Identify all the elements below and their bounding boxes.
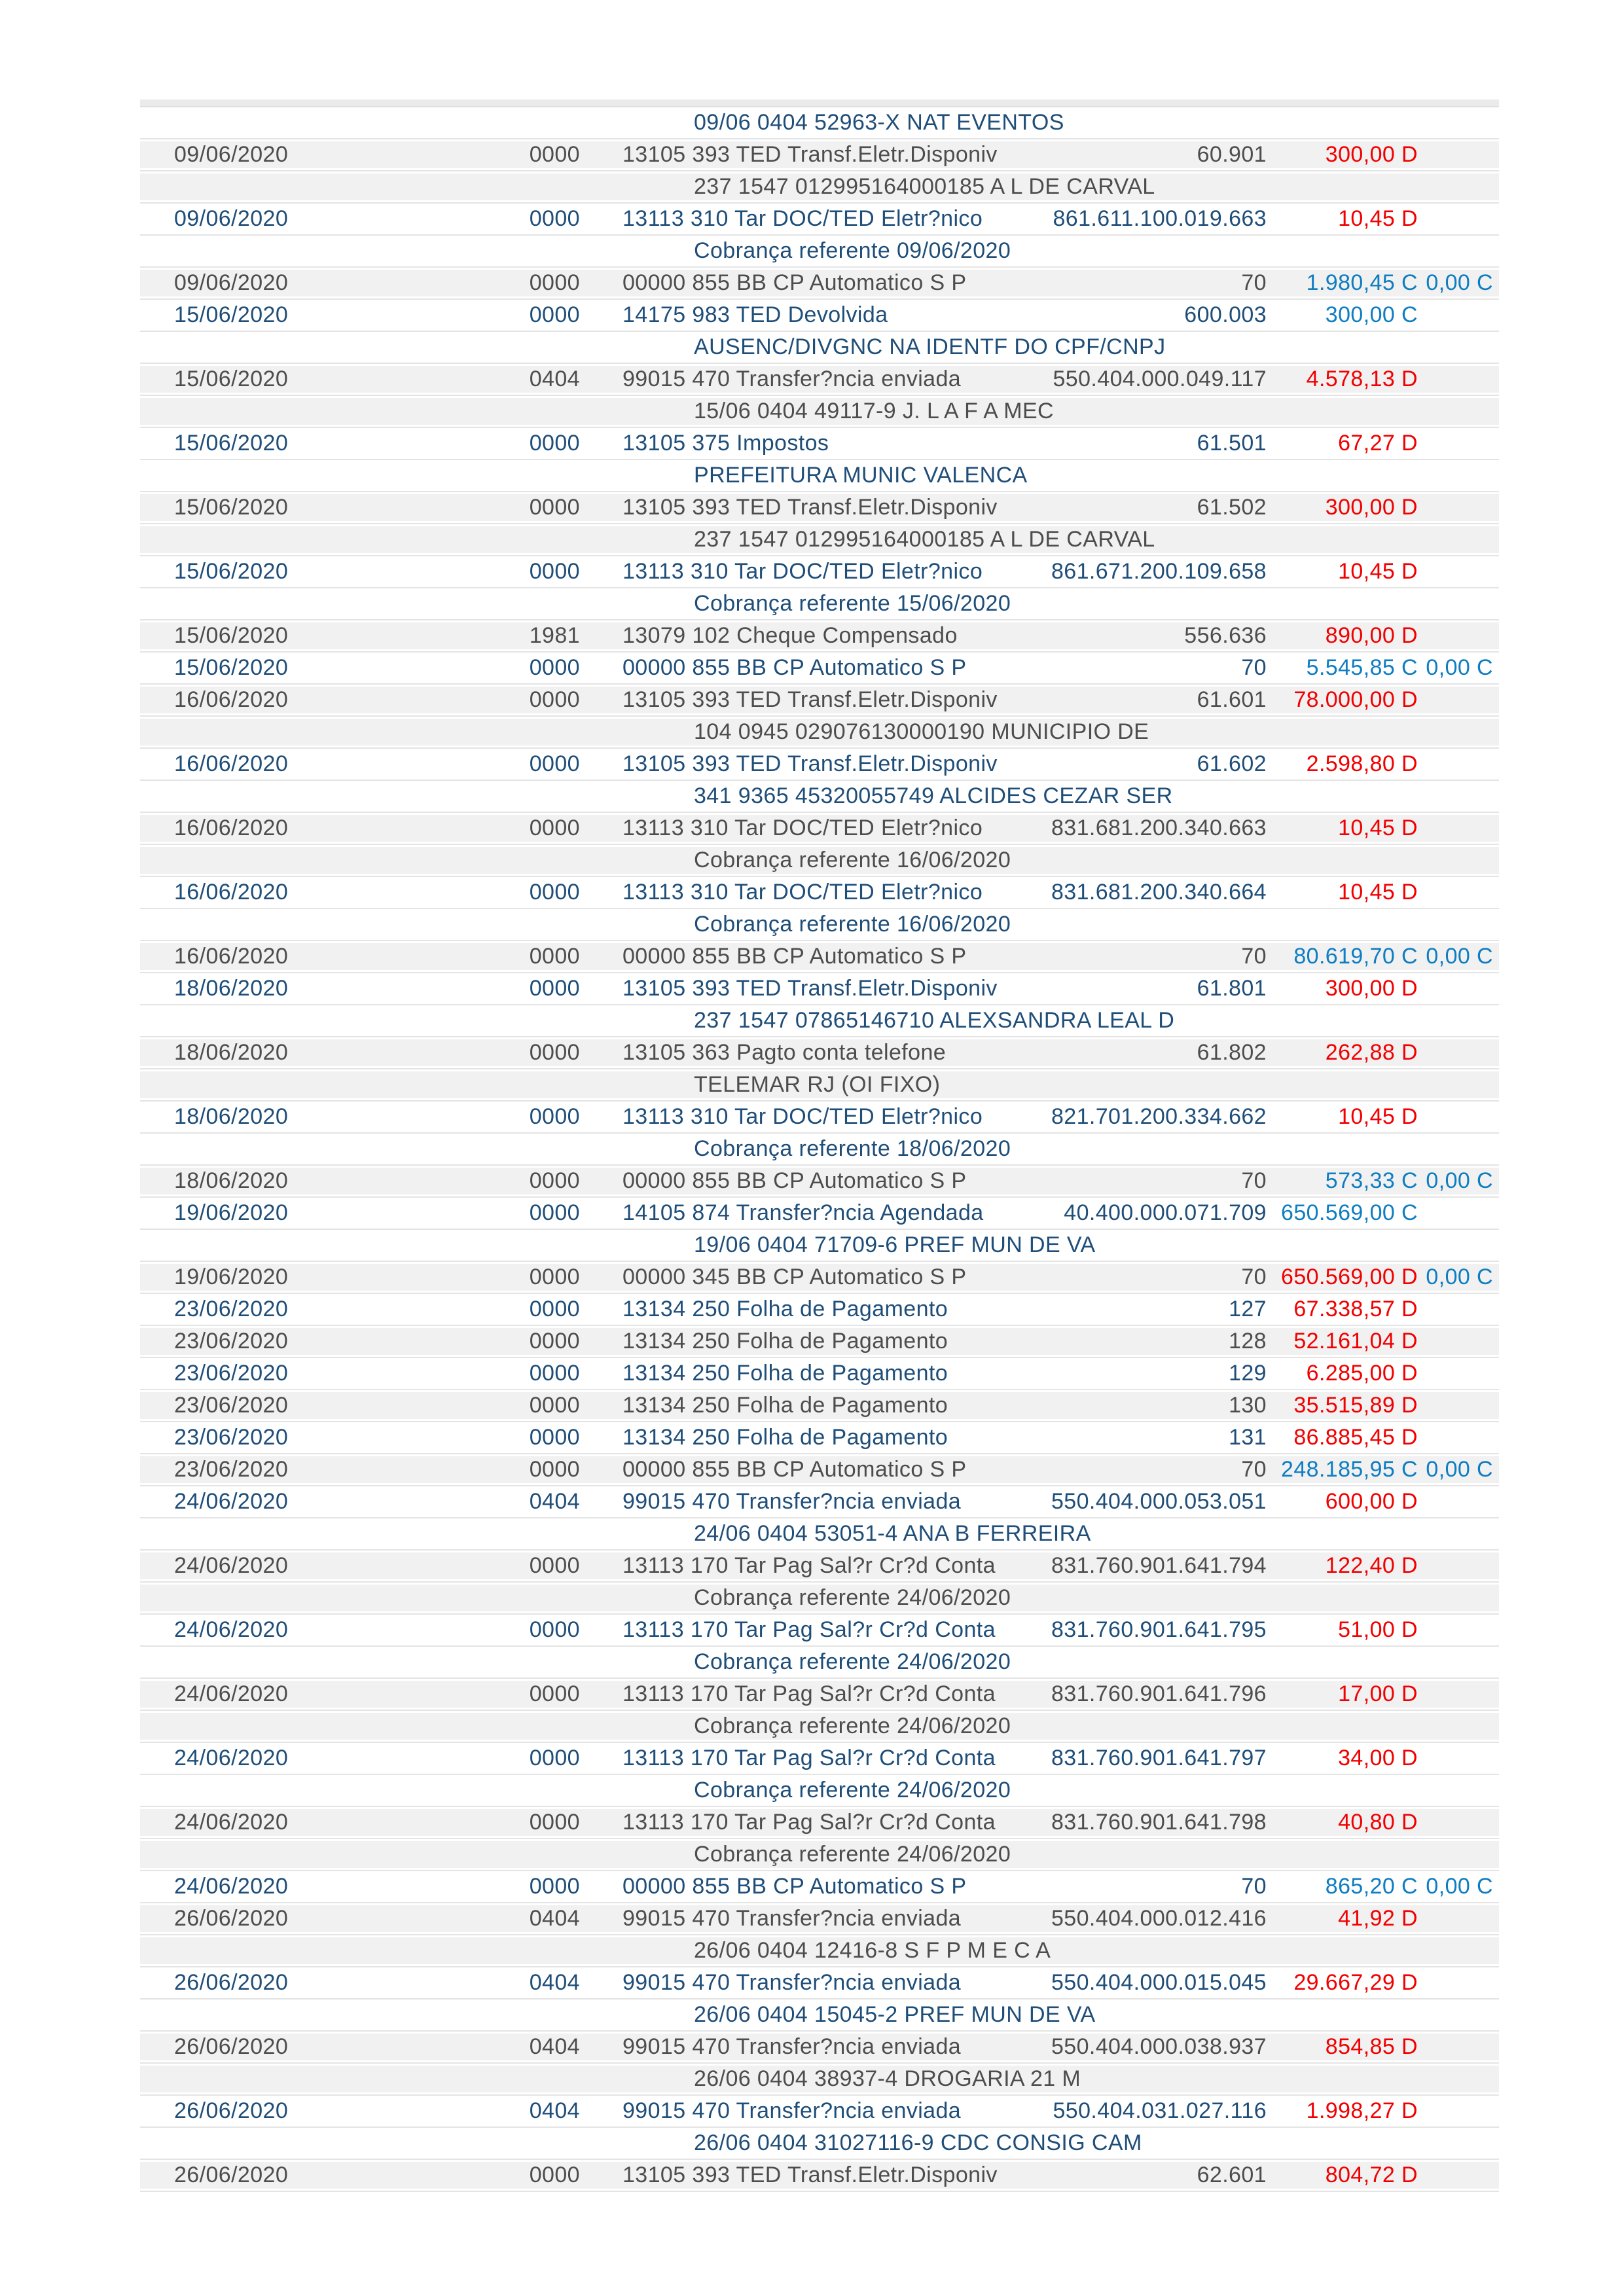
cell-date: 24/06/2020 <box>174 1746 289 1770</box>
cell-history: 13113 170 Tar Pag Sal?r Cr?d Conta <box>623 1746 996 1770</box>
detail-text: 19/06 0404 71709-6 PREF MUN DE VA <box>694 1232 1096 1257</box>
table-row <box>140 1743 1499 1775</box>
cell-history: 13079 102 Cheque Compensado <box>623 623 958 648</box>
cell-date: 23/06/2020 <box>174 1329 289 1354</box>
table-row <box>140 1294 1499 1326</box>
cell-document: 70 <box>1241 1265 1267 1289</box>
cell-document: 130 <box>1229 1393 1267 1418</box>
cell-branch: 0000 <box>529 1265 580 1289</box>
cell-value: 248.185,95 C <box>1281 1457 1418 1482</box>
cell-date: 15/06/2020 <box>174 431 289 456</box>
cell-value: 5.545,85 C <box>1306 655 1418 680</box>
cell-branch: 0000 <box>529 1681 580 1706</box>
table-row <box>140 941 1499 973</box>
cell-date: 18/06/2020 <box>174 1104 289 1129</box>
cell-branch: 0000 <box>529 431 580 456</box>
cell-branch: 0000 <box>529 655 580 680</box>
cell-branch: 0000 <box>529 270 580 295</box>
cell-document: 821.701.200.334.662 <box>1051 1104 1267 1129</box>
cell-document: 61.801 <box>1197 976 1267 1001</box>
cell-value: 10,45 D <box>1338 559 1418 584</box>
cell-branch: 0000 <box>529 206 580 231</box>
cell-balance: 0,00 C <box>1426 1168 1493 1193</box>
table-detail-row <box>140 171 1499 204</box>
table-row <box>140 300 1499 332</box>
table-row <box>140 492 1499 524</box>
cell-date: 23/06/2020 <box>174 1297 289 1321</box>
table-detail-row <box>140 1134 1499 1166</box>
cell-value: 80.619,70 C <box>1293 944 1418 969</box>
cell-history: 13134 250 Folha de Pagamento <box>623 1361 948 1386</box>
table-detail-row <box>140 909 1499 941</box>
cell-branch: 0000 <box>529 976 580 1001</box>
cell-document: 70 <box>1241 270 1267 295</box>
table-row <box>140 204 1499 236</box>
cell-value: 573,33 C <box>1325 1168 1418 1193</box>
table-row <box>140 1422 1499 1454</box>
cell-date: 23/06/2020 <box>174 1425 289 1450</box>
cell-history: 13113 310 Tar DOC/TED Eletr?nico <box>623 206 983 231</box>
table-row <box>140 2096 1499 2128</box>
cell-branch: 0000 <box>529 751 580 776</box>
cell-branch: 0000 <box>529 1553 580 1578</box>
cell-date: 15/06/2020 <box>174 302 289 327</box>
cell-branch: 0000 <box>529 2162 580 2187</box>
cell-date: 18/06/2020 <box>174 1168 289 1193</box>
cell-value: 854,85 D <box>1325 2034 1418 2059</box>
cell-branch: 0000 <box>529 1104 580 1129</box>
cell-branch: 0000 <box>529 1361 580 1386</box>
cell-history: 13134 250 Folha de Pagamento <box>623 1329 948 1354</box>
cell-history: 13105 393 TED Transf.Eletr.Disponiv <box>623 495 998 520</box>
cell-date: 24/06/2020 <box>174 1681 289 1706</box>
cell-history: 13113 310 Tar DOC/TED Eletr?nico <box>623 880 983 905</box>
cell-date: 19/06/2020 <box>174 1265 289 1289</box>
cell-history: 13105 393 TED Transf.Eletr.Disponiv <box>623 2162 998 2187</box>
cell-document: 550.404.000.053.051 <box>1051 1489 1267 1514</box>
table-detail-row <box>140 2064 1499 2096</box>
table-detail-row <box>140 717 1499 749</box>
cell-history: 13113 310 Tar DOC/TED Eletr?nico <box>623 559 983 584</box>
cell-history: 13105 393 TED Transf.Eletr.Disponiv <box>623 751 998 776</box>
cell-document: 128 <box>1229 1329 1267 1354</box>
table-detail-row <box>140 1711 1499 1743</box>
cell-history: 13134 250 Folha de Pagamento <box>623 1425 948 1450</box>
cell-branch: 0000 <box>529 142 580 167</box>
cell-document: 40.400.000.071.709 <box>1064 1200 1267 1225</box>
cell-branch: 0000 <box>529 559 580 584</box>
cell-document: 61.802 <box>1197 1040 1267 1065</box>
cutoff-previous-row <box>140 99 1499 107</box>
table-detail-row <box>140 332 1499 364</box>
cell-history: 13134 250 Folha de Pagamento <box>623 1393 948 1418</box>
cell-date: 15/06/2020 <box>174 367 289 391</box>
cell-date: 16/06/2020 <box>174 944 289 969</box>
table-row <box>140 685 1499 717</box>
cell-document: 61.601 <box>1197 687 1267 712</box>
cell-history: 13113 170 Tar Pag Sal?r Cr?d Conta <box>623 1617 996 1642</box>
table-row <box>140 1871 1499 1903</box>
detail-text: Cobrança referente 09/06/2020 <box>694 238 1011 263</box>
table-row <box>140 1615 1499 1647</box>
cell-value: 865,20 C <box>1325 1874 1418 1899</box>
cell-branch: 0000 <box>529 1457 580 1482</box>
cell-value: 650.569,00 D <box>1281 1265 1418 1289</box>
table-row <box>140 749 1499 781</box>
cell-balance: 0,00 C <box>1426 944 1493 969</box>
cell-history: 00000 855 BB CP Automatico S P <box>623 1874 967 1899</box>
cell-value: 1.980,45 C <box>1306 270 1418 295</box>
cell-branch: 0000 <box>529 1168 580 1193</box>
cell-history: 00000 855 BB CP Automatico S P <box>623 270 967 295</box>
cell-history: 99015 470 Transfer?ncia enviada <box>623 1489 962 1514</box>
cell-document: 831.760.901.641.797 <box>1051 1746 1267 1770</box>
cell-document: 831.760.901.641.796 <box>1051 1681 1267 1706</box>
cell-document: 600.003 <box>1184 302 1267 327</box>
cell-history: 00000 855 BB CP Automatico S P <box>623 1457 967 1482</box>
cell-date: 15/06/2020 <box>174 559 289 584</box>
cell-balance: 0,00 C <box>1426 270 1493 295</box>
detail-text: Cobrança referente 24/06/2020 <box>694 1649 1011 1674</box>
cell-branch: 0000 <box>529 687 580 712</box>
table-detail-row <box>140 524 1499 556</box>
detail-text: Cobrança referente 16/06/2020 <box>694 912 1011 937</box>
detail-text: 341 9365 45320055749 ALCIDES CEZAR SER <box>694 783 1173 808</box>
cell-value: 6.285,00 D <box>1306 1361 1418 1386</box>
cell-date: 24/06/2020 <box>174 1489 289 1514</box>
cell-balance: 0,00 C <box>1426 1874 1493 1899</box>
table-detail-row <box>140 107 1499 139</box>
cell-date: 23/06/2020 <box>174 1393 289 1418</box>
cell-document: 831.681.200.340.664 <box>1051 880 1267 905</box>
cell-branch: 0000 <box>529 1393 580 1418</box>
table-row <box>140 1967 1499 2000</box>
table-detail-row <box>140 1839 1499 1871</box>
detail-text: Cobrança referente 24/06/2020 <box>694 1585 1011 1610</box>
cell-history: 00000 855 BB CP Automatico S P <box>623 1168 967 1193</box>
cell-history: 13134 250 Folha de Pagamento <box>623 1297 948 1321</box>
cell-document: 70 <box>1241 1874 1267 1899</box>
detail-text: 26/06 0404 12416-8 S F P M E C A <box>694 1938 1051 1963</box>
cell-document: 831.760.901.641.794 <box>1051 1553 1267 1578</box>
cell-history: 13113 170 Tar Pag Sal?r Cr?d Conta <box>623 1553 996 1578</box>
cell-value: 650.569,00 C <box>1281 1200 1418 1225</box>
detail-text: 237 1547 012995164000185 A L DE CARVAL <box>694 527 1155 552</box>
cell-value: 51,00 D <box>1338 1617 1418 1642</box>
table-detail-row <box>140 1069 1499 1102</box>
cell-value: 10,45 D <box>1338 206 1418 231</box>
detail-text: PREFEITURA MUNIC VALENCA <box>694 463 1028 488</box>
cell-value: 122,40 D <box>1325 1553 1418 1578</box>
cell-history: 14105 874 Transfer?ncia Agendada <box>623 1200 984 1225</box>
table-row <box>140 364 1499 396</box>
cell-date: 16/06/2020 <box>174 880 289 905</box>
cell-date: 26/06/2020 <box>174 1970 289 1995</box>
cell-history: 14175 983 TED Devolvida <box>623 302 888 327</box>
cell-branch: 0000 <box>529 1746 580 1770</box>
table-row <box>140 1551 1499 1583</box>
cell-document: 60.901 <box>1197 142 1267 167</box>
table-detail-row <box>140 1775 1499 1807</box>
cell-branch: 0000 <box>529 1874 580 1899</box>
cell-date: 23/06/2020 <box>174 1361 289 1386</box>
cell-value: 4.578,13 D <box>1306 367 1418 391</box>
cell-document: 129 <box>1229 1361 1267 1386</box>
cell-value: 262,88 D <box>1325 1040 1418 1065</box>
cell-value: 40,80 D <box>1338 1810 1418 1835</box>
table-row <box>140 1198 1499 1230</box>
table-row <box>140 1037 1499 1069</box>
cell-value: 29.667,29 D <box>1293 1970 1418 1995</box>
table-detail-row <box>140 1230 1499 1262</box>
cell-history: 13113 170 Tar Pag Sal?r Cr?d Conta <box>623 1681 996 1706</box>
cell-document: 550.404.000.038.937 <box>1051 2034 1267 2059</box>
detail-text: Cobrança referente 15/06/2020 <box>694 591 1011 616</box>
cell-value: 300,00 C <box>1325 302 1418 327</box>
cell-branch: 0000 <box>529 944 580 969</box>
table-row <box>140 1679 1499 1711</box>
cell-value: 10,45 D <box>1338 1104 1418 1129</box>
cell-value: 35.515,89 D <box>1293 1393 1418 1418</box>
cell-history: 13105 363 Pagto conta telefone <box>623 1040 947 1065</box>
cell-branch: 0000 <box>529 1617 580 1642</box>
cell-date: 09/06/2020 <box>174 270 289 295</box>
cell-document: 70 <box>1241 944 1267 969</box>
cell-date: 18/06/2020 <box>174 1040 289 1065</box>
cell-document: 70 <box>1241 655 1267 680</box>
cell-value: 890,00 D <box>1325 623 1418 648</box>
cell-document: 550.404.000.049.117 <box>1053 367 1267 391</box>
bank-statement-table <box>140 99 1499 2192</box>
cell-value: 1.998,27 D <box>1306 2098 1418 2123</box>
table-detail-row <box>140 1005 1499 1037</box>
cell-document: 831.760.901.641.795 <box>1051 1617 1267 1642</box>
cell-branch: 1981 <box>529 623 580 648</box>
table-row <box>140 973 1499 1005</box>
cell-date: 09/06/2020 <box>174 142 289 167</box>
cell-branch: 0404 <box>529 1970 580 1995</box>
cell-history: 99015 470 Transfer?ncia enviada <box>623 367 962 391</box>
cell-date: 24/06/2020 <box>174 1874 289 1899</box>
cell-document: 61.501 <box>1197 431 1267 456</box>
detail-text: 26/06 0404 15045-2 PREF MUN DE VA <box>694 2002 1096 2027</box>
table-detail-row <box>140 460 1499 492</box>
cell-value: 17,00 D <box>1338 1681 1418 1706</box>
detail-text: 24/06 0404 53051-4 ANA B FERREIRA <box>694 1521 1091 1546</box>
cell-date: 15/06/2020 <box>174 495 289 520</box>
cell-value: 86.885,45 D <box>1293 1425 1418 1450</box>
detail-text: Cobrança referente 16/06/2020 <box>694 848 1011 872</box>
cell-branch: 0000 <box>529 302 580 327</box>
cell-history: 13105 393 TED Transf.Eletr.Disponiv <box>623 142 998 167</box>
cell-document: 550.404.000.015.045 <box>1051 1970 1267 1995</box>
detail-text: Cobrança referente 18/06/2020 <box>694 1136 1011 1161</box>
table-row <box>140 2032 1499 2064</box>
cell-date: 19/06/2020 <box>174 1200 289 1225</box>
cell-branch: 0404 <box>529 1489 580 1514</box>
table-row <box>140 1390 1499 1422</box>
table-detail-row <box>140 396 1499 428</box>
cell-history: 00000 855 BB CP Automatico S P <box>623 655 967 680</box>
table-row <box>140 653 1499 685</box>
cell-branch: 0404 <box>529 367 580 391</box>
cell-document: 62.601 <box>1197 2162 1267 2187</box>
cell-date: 23/06/2020 <box>174 1457 289 1482</box>
table-row <box>140 1358 1499 1390</box>
cell-balance: 0,00 C <box>1426 1457 1493 1482</box>
cell-value: 600,00 D <box>1325 1489 1418 1514</box>
cell-document: 61.502 <box>1197 495 1267 520</box>
cell-document: 831.760.901.641.798 <box>1051 1810 1267 1835</box>
detail-text: Cobrança referente 24/06/2020 <box>694 1842 1011 1867</box>
cell-history: 13113 170 Tar Pag Sal?r Cr?d Conta <box>623 1810 996 1835</box>
table-row <box>140 1486 1499 1518</box>
cell-value: 41,92 D <box>1338 1906 1418 1931</box>
table-row <box>140 139 1499 171</box>
cell-branch: 0000 <box>529 1040 580 1065</box>
table-detail-row <box>140 845 1499 877</box>
table-row <box>140 1807 1499 1839</box>
cell-history: 13105 375 Impostos <box>623 431 829 456</box>
cell-date: 26/06/2020 <box>174 1906 289 1931</box>
table-row <box>140 1262 1499 1294</box>
cell-date: 26/06/2020 <box>174 2162 289 2187</box>
cell-branch: 0404 <box>529 2034 580 2059</box>
cell-value: 804,72 D <box>1325 2162 1418 2187</box>
table-detail-row <box>140 1935 1499 1967</box>
cell-history: 00000 345 BB CP Automatico S P <box>623 1265 967 1289</box>
cell-value: 67,27 D <box>1338 431 1418 456</box>
cell-value: 300,00 D <box>1325 495 1418 520</box>
table-row <box>140 813 1499 845</box>
cell-branch: 0000 <box>529 1200 580 1225</box>
cell-document: 550.404.000.012.416 <box>1051 1906 1267 1931</box>
cell-date: 24/06/2020 <box>174 1810 289 1835</box>
table-detail-row <box>140 2128 1499 2160</box>
cell-history: 13105 393 TED Transf.Eletr.Disponiv <box>623 687 998 712</box>
detail-text: 104 0945 029076130000190 MUNICIPIO DE <box>694 719 1149 744</box>
cell-history: 99015 470 Transfer?ncia enviada <box>623 1970 962 1995</box>
table-detail-row <box>140 1583 1499 1615</box>
cell-document: 550.404.031.027.116 <box>1053 2098 1267 2123</box>
cell-document: 831.681.200.340.663 <box>1051 816 1267 840</box>
statement-rows <box>140 107 1499 2192</box>
table-row <box>140 877 1499 909</box>
cell-date: 18/06/2020 <box>174 976 289 1001</box>
cell-document: 861.611.100.019.663 <box>1053 206 1267 231</box>
cell-branch: 0404 <box>529 2098 580 2123</box>
cell-date: 16/06/2020 <box>174 687 289 712</box>
cell-document: 131 <box>1229 1425 1267 1450</box>
cell-value: 2.598,80 D <box>1306 751 1418 776</box>
cell-date: 26/06/2020 <box>174 2098 289 2123</box>
detail-text: 26/06 0404 31027116-9 CDC CONSIG CAM <box>694 2130 1142 2155</box>
cell-document: 556.636 <box>1184 623 1267 648</box>
cell-date: 15/06/2020 <box>174 655 289 680</box>
cell-date: 16/06/2020 <box>174 816 289 840</box>
cell-history: 13105 393 TED Transf.Eletr.Disponiv <box>623 976 998 1001</box>
table-detail-row <box>140 588 1499 620</box>
table-detail-row <box>140 1647 1499 1679</box>
cell-history: 99015 470 Transfer?ncia enviada <box>623 2034 962 2059</box>
detail-text: 237 1547 012995164000185 A L DE CARVAL <box>694 174 1155 199</box>
table-detail-row <box>140 236 1499 268</box>
detail-text: AUSENC/DIVGNC NA IDENTF DO CPF/CNPJ <box>694 334 1166 359</box>
detail-text: 237 1547 07865146710 ALEXSANDRA LEAL D <box>694 1008 1175 1033</box>
cell-branch: 0000 <box>529 1329 580 1354</box>
cell-value: 10,45 D <box>1338 816 1418 840</box>
cell-document: 861.671.200.109.658 <box>1051 559 1267 584</box>
cell-history: 13113 310 Tar DOC/TED Eletr?nico <box>623 816 983 840</box>
cell-branch: 0404 <box>529 1906 580 1931</box>
cell-value: 300,00 D <box>1325 976 1418 1001</box>
cell-value: 52.161,04 D <box>1293 1329 1418 1354</box>
table-row <box>140 1903 1499 1935</box>
cell-value: 10,45 D <box>1338 880 1418 905</box>
table-row <box>140 1454 1499 1486</box>
cell-value: 78.000,00 D <box>1293 687 1418 712</box>
detail-text: TELEMAR RJ (OI FIXO) <box>694 1072 941 1097</box>
table-detail-row <box>140 781 1499 813</box>
cell-balance: 0,00 C <box>1426 655 1493 680</box>
table-row <box>140 620 1499 653</box>
cell-date: 15/06/2020 <box>174 623 289 648</box>
cell-document: 70 <box>1241 1457 1267 1482</box>
table-row <box>140 1166 1499 1198</box>
detail-text: 26/06 0404 38937-4 DROGARIA 21 M <box>694 2066 1081 2091</box>
detail-text: 09/06 0404 52963-X NAT EVENTOS <box>694 110 1064 135</box>
cell-document: 127 <box>1229 1297 1267 1321</box>
cell-date: 26/06/2020 <box>174 2034 289 2059</box>
cell-branch: 0000 <box>529 1810 580 1835</box>
cell-date: 16/06/2020 <box>174 751 289 776</box>
cell-date: 24/06/2020 <box>174 1617 289 1642</box>
cell-value: 300,00 D <box>1325 142 1418 167</box>
cell-document: 70 <box>1241 1168 1267 1193</box>
cell-value: 67.338,57 D <box>1293 1297 1418 1321</box>
detail-text: 15/06 0404 49117-9 J. L A F A MEC <box>694 399 1055 423</box>
cell-history: 00000 855 BB CP Automatico S P <box>623 944 967 969</box>
cell-branch: 0000 <box>529 495 580 520</box>
cell-branch: 0000 <box>529 1425 580 1450</box>
cell-date: 24/06/2020 <box>174 1553 289 1578</box>
cell-branch: 0000 <box>529 1297 580 1321</box>
cell-date: 09/06/2020 <box>174 206 289 231</box>
cell-history: 99015 470 Transfer?ncia enviada <box>623 1906 962 1931</box>
cell-document: 61.602 <box>1197 751 1267 776</box>
table-row <box>140 268 1499 300</box>
detail-text: Cobrança referente 24/06/2020 <box>694 1778 1011 1803</box>
cell-value: 34,00 D <box>1338 1746 1418 1770</box>
cell-branch: 0000 <box>529 880 580 905</box>
table-row <box>140 2160 1499 2192</box>
table-row <box>140 1102 1499 1134</box>
table-detail-row <box>140 2000 1499 2032</box>
table-row <box>140 428 1499 460</box>
cell-history: 13113 310 Tar DOC/TED Eletr?nico <box>623 1104 983 1129</box>
detail-text: Cobrança referente 24/06/2020 <box>694 1713 1011 1738</box>
table-detail-row <box>140 1518 1499 1551</box>
cell-balance: 0,00 C <box>1426 1265 1493 1289</box>
table-row <box>140 556 1499 588</box>
cell-branch: 0000 <box>529 816 580 840</box>
cell-history: 99015 470 Transfer?ncia enviada <box>623 2098 962 2123</box>
table-row <box>140 1326 1499 1358</box>
